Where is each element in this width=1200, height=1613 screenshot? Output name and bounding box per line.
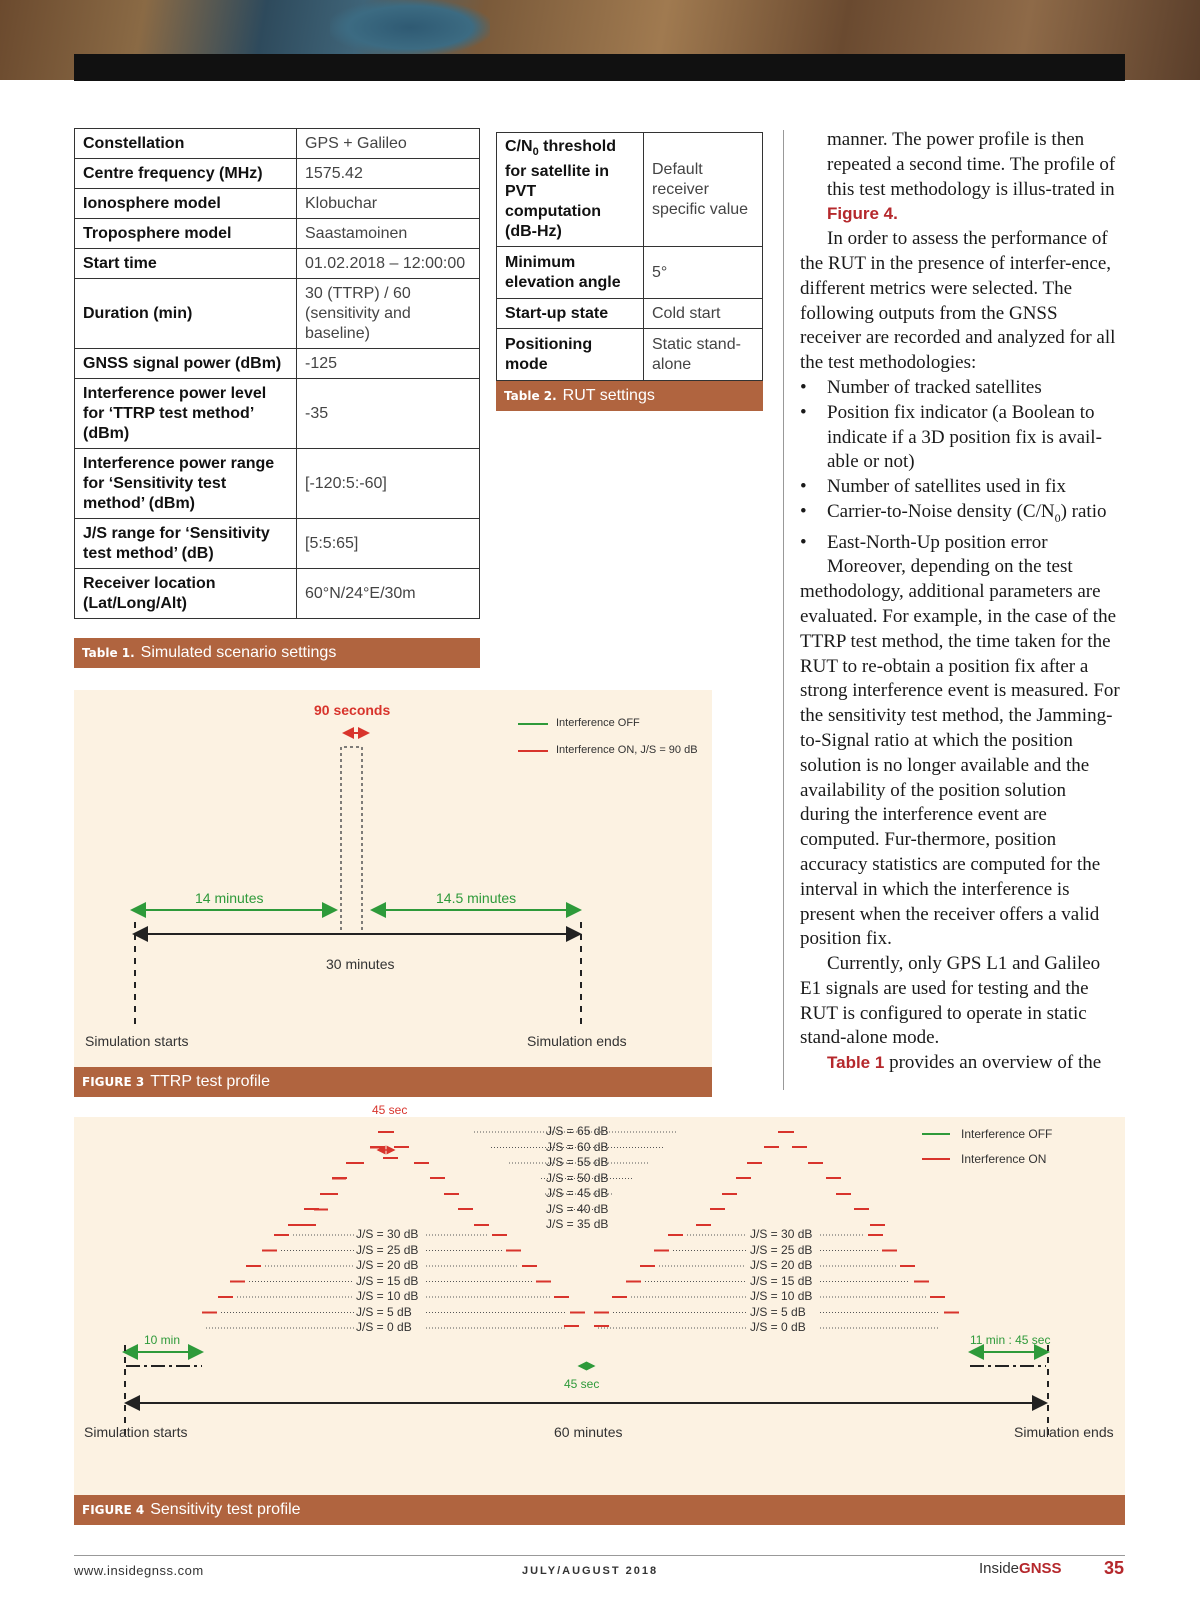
table-cell-value: [5:5:65] [297,519,480,569]
legend-on: Interference ON, J/S = 90 dB [556,744,698,756]
table-row [75,449,480,519]
header-bar [74,54,1125,81]
js-level-label: J/S = 0 dB [356,1320,412,1334]
cn0-rest: threshold for satellite in PVT computation (dB-Hz) [505,138,617,241]
table-cell-key: Centre frequency (MHz) [75,159,297,189]
table-cell-key: Troposphere model [75,219,297,249]
js-level-label: J/S = 25 dB [356,1242,419,1257]
caption-text: TTRP test profile [150,1073,270,1090]
js-level-label: J/S = 20 dB [356,1258,419,1272]
js-level-label: J/S = 5 dB [356,1304,412,1319]
caption-text: Simulated scenario settings [140,644,337,661]
table-cell-value: 60°N/24°E/30m [297,569,480,619]
label-30-minutes: 30 minutes [326,956,395,972]
js-level-label: J/S = 40 dB [546,1201,609,1216]
label-45-sec-bottom: 45 sec [564,1377,600,1391]
figure-4-caption [74,1495,1125,1525]
legend-off: Interference OFF [961,1127,1053,1141]
table-cell-value: GPS + Galileo [297,129,480,159]
table-row [497,299,763,329]
table-cell-key: Positioning mode [497,329,644,381]
table-cell-key: Start-up state [497,299,644,329]
figure-4 [74,1103,1125,1525]
figure-4-reference[interactable]: Figure 4. [827,204,898,224]
list-item: • Position fix indicator (a Boolean to indicate if a 3D position fix is avail-able or not) [827,401,1120,475]
paragraph [800,1051,1120,1076]
simulation-ends: Simulation ends [527,1033,627,1049]
table-cell-key: Interference power range for ‘Sensitivity test method’ (dBm) [75,449,297,519]
js-level-label: J/S = 10 dB [356,1289,419,1303]
table-row [75,129,480,159]
legend-on: Interference ON [961,1152,1047,1166]
table-row [497,329,763,381]
header-banner-image [0,0,1200,80]
js-level-label: J/S = 15 dB [750,1273,813,1288]
js-level-label: J/S = 65 dB [546,1124,609,1138]
list-item: • East-North-Up position error [827,531,1120,556]
table-cell-key: Receiver location (Lat/Long/Alt) [75,569,297,619]
bullet-cn0-sub: 0 [1054,510,1061,525]
paragraph: Moreover, depending on the test methodology, additional parameters are evaluated. For example, in the case of the TTRP test method, the time taken for the RUT to re-obtain a position fix after a strong interference event is measured. For the sensitivity test method, the Jamming-to-Signal ratio at which the position solution is no longer available and the availability of the position solution during the interference event are computed. Fur-thermore, position accuracy statistics are computed for the interval in which the interference is present when the receiver offers a valid position fix. [800,556,1120,950]
js-level-label: J/S = 20 dB [750,1258,813,1272]
table-row [497,133,763,247]
brand-inside: Inside [979,1560,1020,1577]
paragraph-text: provides an overview of the [884,1052,1102,1074]
figure-3-caption [74,1067,712,1097]
table-row [75,569,480,619]
table-row [497,247,763,299]
paragraph [800,128,1120,227]
table-row [75,379,480,449]
footer-rule [74,1555,1125,1556]
table-cell-key: Minimum elevation angle [497,247,644,299]
table-1 [74,128,480,619]
table-row [75,279,480,349]
table-cell-key: Constellation [75,129,297,159]
table-cell-value: Default receiver specific value [644,133,763,247]
banner-lake [330,0,490,55]
table-cell-value: Static stand-alone [644,329,763,381]
cn0-subscript: 0 [532,146,539,159]
label-60-minutes: 60 minutes [554,1424,623,1440]
table-cell-value: 01.02.2018 – 12:00:00 [297,249,480,279]
table-cell-key: Ionosphere model [75,189,297,219]
figure-3 [74,690,712,1097]
table-cell-value: -125 [297,349,480,379]
js-level-label: J/S = 45 dB [546,1186,609,1200]
label-90-seconds: 90 seconds [314,702,391,718]
js-level-label: J/S = 35 dB [546,1217,609,1231]
table-row [75,189,480,219]
table-cell-key: Duration (min) [75,279,297,349]
table-1-reference[interactable]: Table 1 [827,1053,885,1073]
label-11-min-45-sec: 11 min : 45 sec [970,1333,1051,1347]
table-cell-value: 5° [644,247,763,299]
table-cell-value: -35 [297,379,480,449]
footer-issue: JULY/AUGUST 2018 [522,1565,659,1577]
js-level-label: J/S = 30 dB [356,1227,419,1241]
paragraph: Currently, only GPS L1 and Galileo E1 signals are used for testing and the RUT is configured to operate in static stand-alone mode. [800,953,1101,1049]
label-14-5-minutes: 14.5 minutes [436,890,517,906]
table-cell-key: Interference power level for ‘TTRP test method’ (dBm) [75,379,297,449]
caption-label: FIGURE 3 [82,1075,145,1089]
bullet-cn0-pre: Carrier-to-Noise density (C/N [827,500,1055,522]
table-cell-value: 1575.42 [297,159,480,189]
table-row [75,519,480,569]
paragraph-text: manner. The power profile is then repeated a second time. The profile of this test methodology is illus-trated in [827,129,1116,200]
js-level-label: J/S = 0 dB [750,1320,806,1334]
simulation-starts: Simulation starts [84,1424,188,1440]
paragraph: In order to assess the performance of the RUT in the presence of interfer-ence, different metrics were selected. The following outputs from the GNSS receiver are recorded and analyzed for all the test methodologies: [800,228,1116,374]
table-cell-value: [-120:5:-60] [297,449,480,519]
table-cell-value: Klobuchar [297,189,480,219]
table-cell-key: J/S range for ‘Sensitivity test method’ (dB) [75,519,297,569]
js-level-label: J/S = 55 dB [546,1155,609,1169]
cn0-c-n: C/N [505,138,533,155]
label-45-sec-top: 45 sec [372,1103,408,1117]
list-item: • Number of tracked satellites [827,376,1120,401]
interference-pulse [341,747,362,930]
caption-label: Table 2. [504,389,557,403]
table-cell-key: GNSS signal power (dBm) [75,349,297,379]
table-cell-key: Start time [75,249,297,279]
caption-text: RUT settings [562,387,655,404]
js-level-label: J/S = 50 dB [546,1170,609,1185]
js-level-label: J/S = 30 dB [750,1227,813,1241]
page-number: 35 [1104,1558,1125,1578]
table-row [75,349,480,379]
legend-off: Interference OFF [556,717,640,729]
footer-url[interactable]: www.insidegnss.com [74,1563,204,1578]
table-row [75,249,480,279]
bullet-cn0-post: ) ratio [1060,500,1107,522]
list-item: • Number of satellites used in fix [827,475,1120,500]
table-1-caption [74,638,480,668]
metrics-list [800,376,1120,555]
simulation-starts: Simulation starts [85,1033,189,1049]
js-level-label: J/S = 10 dB [750,1289,813,1303]
list-item [827,500,1120,531]
table-2-caption [496,381,763,411]
simulation-ends: Simulation ends [1014,1424,1114,1440]
column-divider [783,130,784,1090]
js-level-label: J/S = 60 dB [546,1139,609,1154]
table-cell-value: Cold start [644,299,763,329]
footer-brand [979,1560,1062,1577]
table-cell-key [497,133,644,247]
caption-label: Table 1. [82,646,135,660]
table-cell-value: 30 (TTRP) / 60 (sensitivity and baseline) [297,279,480,349]
brand-gnss: GNSS [1019,1560,1062,1577]
label-14-minutes: 14 minutes [195,890,264,906]
js-level-label: J/S = 25 dB [750,1242,813,1257]
table-2 [496,132,763,381]
caption-text: Sensitivity test profile [150,1501,301,1518]
body-text-column [800,128,1120,1076]
table-row [75,159,480,189]
js-level-label: J/S = 15 dB [356,1273,419,1288]
table-row [75,219,480,249]
js-level-label: J/S = 5 dB [750,1304,806,1319]
caption-label: FIGURE 4 [82,1503,145,1517]
label-10-min: 10 min [144,1333,181,1347]
table-cell-value: Saastamoinen [297,219,480,249]
